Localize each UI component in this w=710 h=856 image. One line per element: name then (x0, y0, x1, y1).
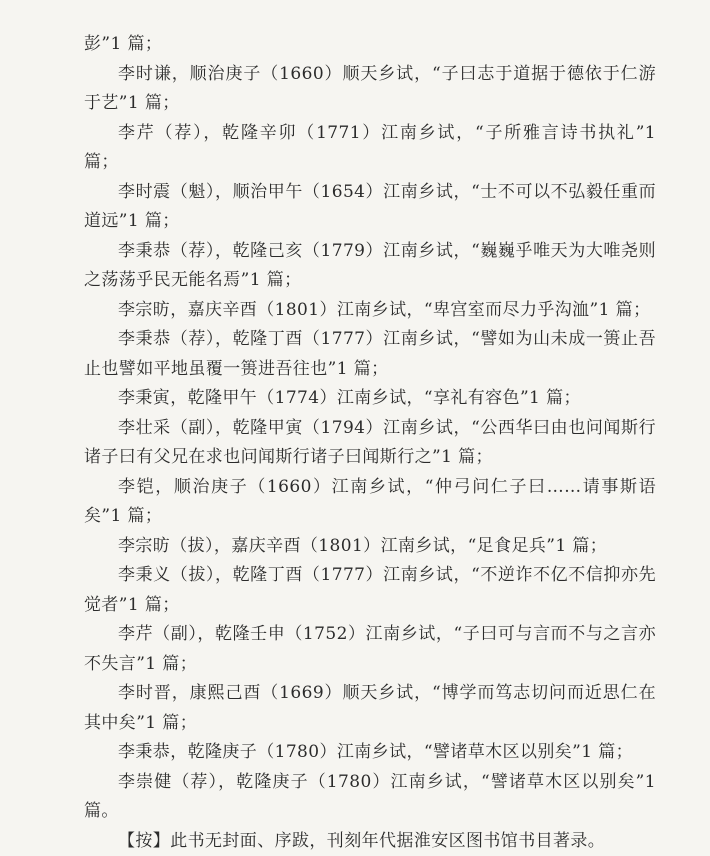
entry-li-qin-1752: 李芹（副），乾隆壬申（1752）江南乡试，“子曰可与言而不与之言亦不失言”1 篇； (84, 620, 656, 679)
entry-li-bingyi: 李秉义（拔），乾隆丁酉（1777）江南乡试，“不逆诈不亿不信抑亦先觉者”1 篇； (84, 561, 656, 620)
entry-li-shijin: 李时晋，康熙己酉（1669）顺天乡试，“博学而笃志切问而近思仁在其中矣”1 篇； (84, 679, 656, 738)
entry-li-binggong-1779: 李秉恭（荐），乾隆己亥（1779）江南乡试，“巍巍乎唯天为大唯尧则之荡荡乎民无能名焉”1 篇； (84, 237, 656, 296)
entry-li-binggong-1777: 李秉恭（荐），乾隆丁酉（1777）江南乡试，“譬如为山未成一篑止吾止也譬如平地虽覆一篑进吾往也”1 篇； (84, 325, 656, 384)
entry-li-bingyin: 李秉寅，乾隆甲午（1774）江南乡试，“享礼有容色”1 篇； (84, 384, 656, 414)
entry-li-kai: 李铠，顺治庚子（1660）江南乡试，“仲弓问仁子曰……请事斯语矣”1 篇； (84, 473, 656, 532)
entry-li-binggong-1780: 李秉恭，乾隆庚子（1780）江南乡试，“譬诸草木区以别矣”1 篇； (84, 738, 656, 768)
entry-li-zongfang-ba: 李宗昉（拔），嘉庆辛酉（1801）江南乡试，“足食足兵”1 篇； (84, 532, 656, 562)
entry-li-chongjian: 李崇健（荐），乾隆庚子（1780）江南乡试，“譬诸草木区以别矣”1 篇。 (84, 768, 656, 827)
entry-continuation: 彭”1 篇； (84, 30, 656, 60)
entry-li-shizhen: 李时震（魁），顺治甲午（1654）江南乡试，“士不可以不弘毅任重而道远”1 篇； (84, 178, 656, 237)
entry-li-shiqian: 李时谦，顺治庚子（1660）顺天乡试，“子曰志于道据于德依于仁游于艺”1 篇； (84, 60, 656, 119)
editor-note: 【按】此书无封面、序跋，刊刻年代据淮安区图书馆书目著录。 (84, 827, 656, 856)
entry-li-zongfang-1801: 李宗昉，嘉庆辛酉（1801）江南乡试，“卑宫室而尽力乎沟洫”1 篇； (84, 296, 656, 326)
entry-li-zhuangcai: 李壮采（副），乾隆甲寅（1794）江南乡试，“公西华曰由也问闻斯行诸子曰有父兄在求也问闻斯行诸子曰闻斯行之”1 篇； (84, 414, 656, 473)
entry-li-qin-1771: 李芹（荐），乾隆辛卯（1771）江南乡试，“子所雅言诗书执礼”1 篇； (84, 119, 656, 178)
